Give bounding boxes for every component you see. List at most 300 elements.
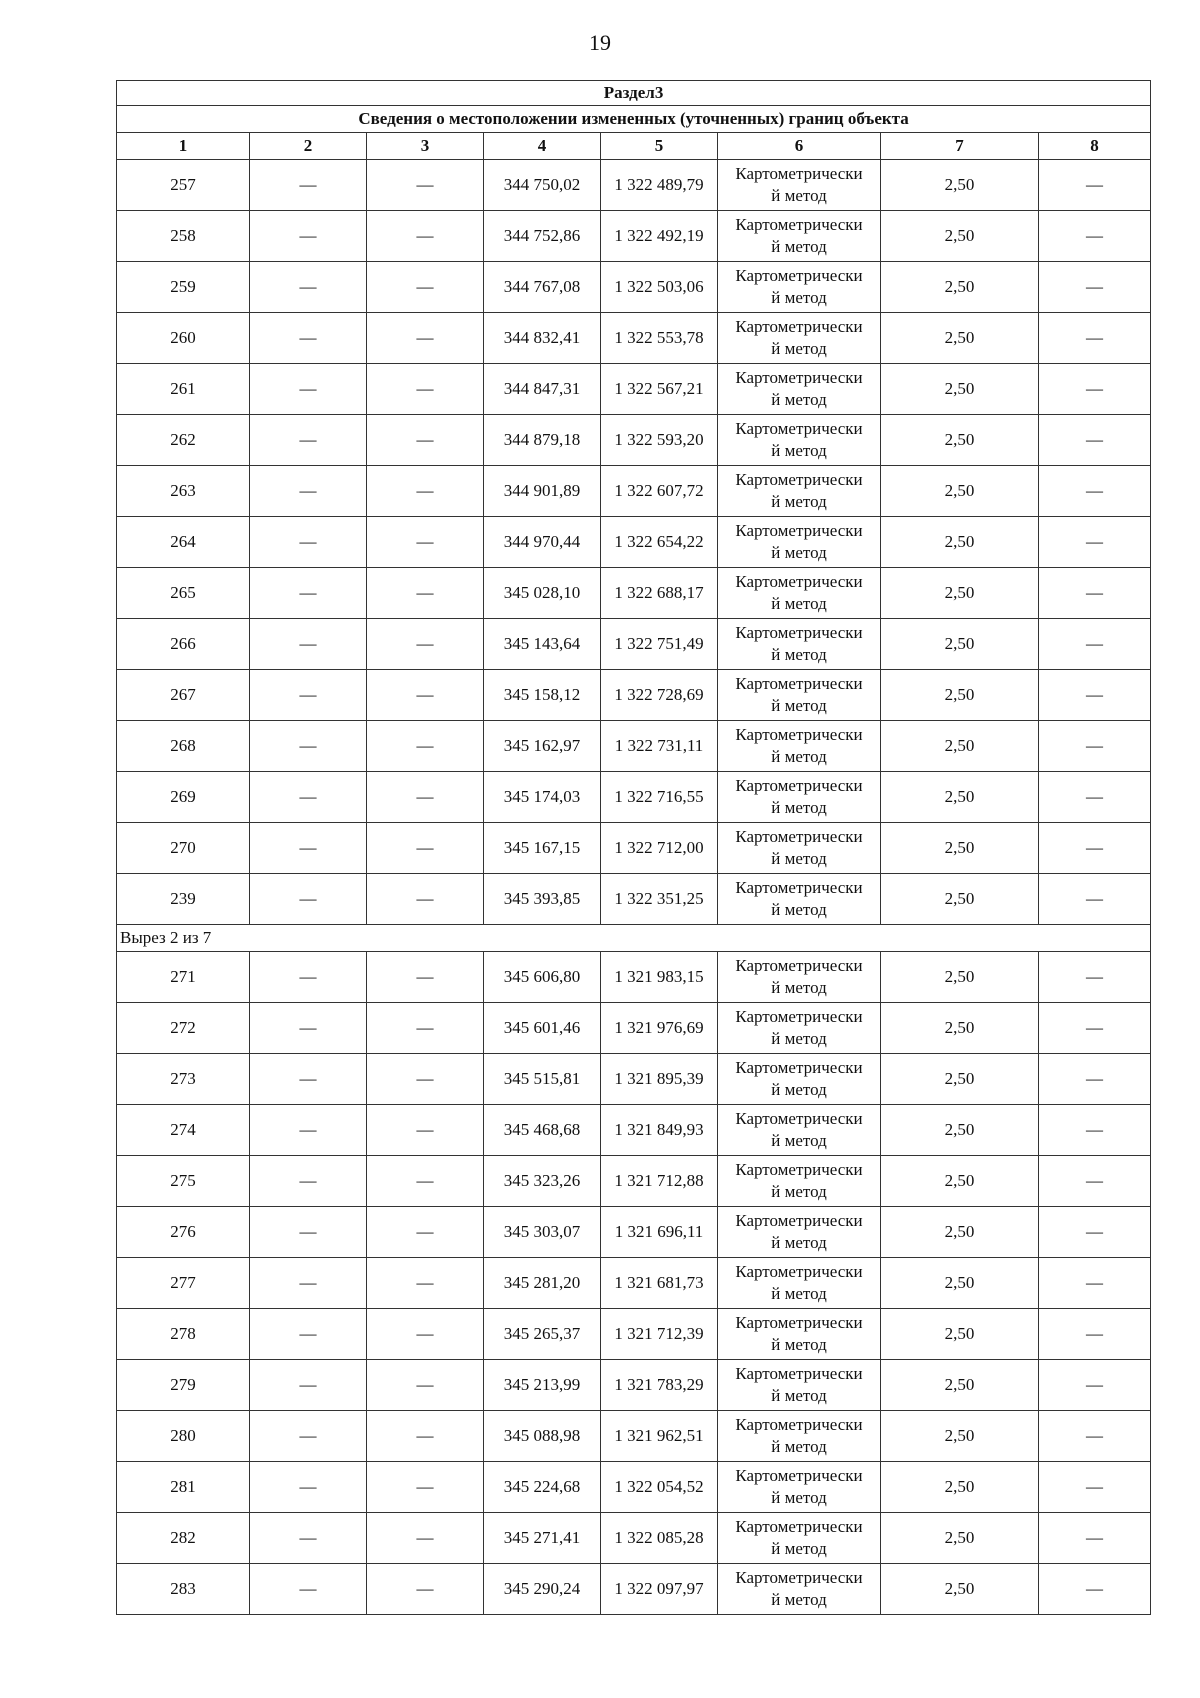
column-header: 8 bbox=[1039, 133, 1151, 160]
table-row bbox=[117, 823, 1151, 874]
x-coordinate-cell: 344 847,31 bbox=[484, 364, 601, 415]
table-row bbox=[117, 952, 1151, 1003]
accuracy-cell: 2,50 bbox=[881, 517, 1039, 568]
x-coordinate-cell: 344 970,44 bbox=[484, 517, 601, 568]
y-coordinate-cell: 1 322 492,19 bbox=[601, 211, 718, 262]
dash-cell: — bbox=[367, 1309, 484, 1360]
dash-cell: — bbox=[1039, 1054, 1151, 1105]
method-cell bbox=[718, 1564, 881, 1615]
method-cell bbox=[718, 313, 881, 364]
dash-cell: — bbox=[367, 160, 484, 211]
method-cell bbox=[718, 1258, 881, 1309]
dash-cell: — bbox=[250, 772, 367, 823]
table-row bbox=[117, 1003, 1151, 1054]
point-number-cell: 239 bbox=[117, 874, 250, 925]
separator-label: Вырез 2 из 7 bbox=[117, 925, 1151, 952]
dash-cell: — bbox=[367, 1054, 484, 1105]
separator-row bbox=[117, 925, 1151, 952]
point-number-cell: 269 bbox=[117, 772, 250, 823]
method-cell bbox=[718, 1411, 881, 1462]
method-line: й метод bbox=[771, 1131, 827, 1150]
method-cell bbox=[718, 415, 881, 466]
method-line: Картометрически bbox=[735, 1160, 863, 1179]
table-row bbox=[117, 517, 1151, 568]
method-cell bbox=[718, 1207, 881, 1258]
x-coordinate-cell: 345 158,12 bbox=[484, 670, 601, 721]
point-number-cell: 275 bbox=[117, 1156, 250, 1207]
table-row bbox=[117, 415, 1151, 466]
column-header: 1 bbox=[117, 133, 250, 160]
method-line: Картометрически bbox=[735, 1313, 863, 1332]
dash-cell: — bbox=[367, 952, 484, 1003]
method-line: й метод bbox=[771, 900, 827, 919]
table-row bbox=[117, 1411, 1151, 1462]
accuracy-cell: 2,50 bbox=[881, 874, 1039, 925]
dash-cell: — bbox=[1039, 823, 1151, 874]
point-number-cell: 277 bbox=[117, 1258, 250, 1309]
dash-cell: — bbox=[1039, 619, 1151, 670]
accuracy-cell: 2,50 bbox=[881, 1258, 1039, 1309]
x-coordinate-cell: 344 879,18 bbox=[484, 415, 601, 466]
dash-cell: — bbox=[250, 211, 367, 262]
point-number-cell: 258 bbox=[117, 211, 250, 262]
table-row bbox=[117, 1105, 1151, 1156]
method-cell bbox=[718, 1054, 881, 1105]
x-coordinate-cell: 345 601,46 bbox=[484, 1003, 601, 1054]
dash-cell: — bbox=[367, 874, 484, 925]
column-header: 2 bbox=[250, 133, 367, 160]
x-coordinate-cell: 345 323,26 bbox=[484, 1156, 601, 1207]
x-coordinate-cell: 345 515,81 bbox=[484, 1054, 601, 1105]
dash-cell: — bbox=[1039, 211, 1151, 262]
point-number-cell: 264 bbox=[117, 517, 250, 568]
dash-cell: — bbox=[1039, 952, 1151, 1003]
dash-cell: — bbox=[1039, 1513, 1151, 1564]
y-coordinate-cell: 1 322 489,79 bbox=[601, 160, 718, 211]
x-coordinate-cell: 345 303,07 bbox=[484, 1207, 601, 1258]
accuracy-cell: 2,50 bbox=[881, 772, 1039, 823]
dash-cell: — bbox=[250, 1054, 367, 1105]
method-line: й метод bbox=[771, 594, 827, 613]
dash-cell: — bbox=[367, 619, 484, 670]
method-line: Картометрически bbox=[735, 419, 863, 438]
method-line: й метод bbox=[771, 1437, 827, 1456]
accuracy-cell: 2,50 bbox=[881, 1156, 1039, 1207]
x-coordinate-cell: 345 606,80 bbox=[484, 952, 601, 1003]
accuracy-cell: 2,50 bbox=[881, 1309, 1039, 1360]
y-coordinate-cell: 1 322 688,17 bbox=[601, 568, 718, 619]
dash-cell: — bbox=[250, 1411, 367, 1462]
y-coordinate-cell: 1 322 751,49 bbox=[601, 619, 718, 670]
dash-cell: — bbox=[250, 568, 367, 619]
table-row bbox=[117, 1564, 1151, 1615]
y-coordinate-cell: 1 322 712,00 bbox=[601, 823, 718, 874]
dash-cell: — bbox=[250, 364, 367, 415]
method-cell bbox=[718, 160, 881, 211]
table-title: Сведения о местоположении измененных (уточненных) границ объекта bbox=[117, 106, 1151, 133]
x-coordinate-cell: 345 088,98 bbox=[484, 1411, 601, 1462]
column-header-row bbox=[117, 133, 1151, 160]
dash-cell: — bbox=[1039, 262, 1151, 313]
dash-cell: — bbox=[367, 721, 484, 772]
y-coordinate-cell: 1 321 849,93 bbox=[601, 1105, 718, 1156]
point-number-cell: 270 bbox=[117, 823, 250, 874]
y-coordinate-cell: 1 321 895,39 bbox=[601, 1054, 718, 1105]
x-coordinate-cell: 345 143,64 bbox=[484, 619, 601, 670]
column-header: 4 bbox=[484, 133, 601, 160]
dash-cell: — bbox=[1039, 874, 1151, 925]
y-coordinate-cell: 1 321 712,39 bbox=[601, 1309, 718, 1360]
accuracy-cell: 2,50 bbox=[881, 1513, 1039, 1564]
table-row bbox=[117, 313, 1151, 364]
method-line: й метод bbox=[771, 441, 827, 460]
accuracy-cell: 2,50 bbox=[881, 160, 1039, 211]
point-number-cell: 257 bbox=[117, 160, 250, 211]
method-cell bbox=[718, 721, 881, 772]
method-cell bbox=[718, 1156, 881, 1207]
dash-cell: — bbox=[367, 1003, 484, 1054]
dash-cell: — bbox=[367, 670, 484, 721]
accuracy-cell: 2,50 bbox=[881, 952, 1039, 1003]
point-number-cell: 280 bbox=[117, 1411, 250, 1462]
method-line: й метод bbox=[771, 1182, 827, 1201]
dash-cell: — bbox=[367, 1513, 484, 1564]
dash-cell: — bbox=[250, 952, 367, 1003]
method-line: й метод bbox=[771, 1386, 827, 1405]
point-number-cell: 271 bbox=[117, 952, 250, 1003]
dash-cell: — bbox=[367, 364, 484, 415]
point-number-cell: 261 bbox=[117, 364, 250, 415]
x-coordinate-cell: 345 224,68 bbox=[484, 1462, 601, 1513]
dash-cell: — bbox=[250, 160, 367, 211]
method-line: й метод bbox=[771, 339, 827, 358]
x-coordinate-cell: 345 174,03 bbox=[484, 772, 601, 823]
dash-cell: — bbox=[250, 1003, 367, 1054]
accuracy-cell: 2,50 bbox=[881, 823, 1039, 874]
table-row bbox=[117, 1462, 1151, 1513]
method-line: й метод bbox=[771, 186, 827, 205]
method-cell bbox=[718, 568, 881, 619]
dash-cell: — bbox=[1039, 772, 1151, 823]
dash-cell: — bbox=[1039, 415, 1151, 466]
point-number-cell: 265 bbox=[117, 568, 250, 619]
dash-cell: — bbox=[1039, 1207, 1151, 1258]
y-coordinate-cell: 1 322 567,21 bbox=[601, 364, 718, 415]
dash-cell: — bbox=[367, 1564, 484, 1615]
table-row bbox=[117, 364, 1151, 415]
point-number-cell: 276 bbox=[117, 1207, 250, 1258]
table-row bbox=[117, 568, 1151, 619]
table-row bbox=[117, 1054, 1151, 1105]
point-number-cell: 260 bbox=[117, 313, 250, 364]
accuracy-cell: 2,50 bbox=[881, 721, 1039, 772]
method-cell bbox=[718, 262, 881, 313]
dash-cell: — bbox=[250, 874, 367, 925]
dash-cell: — bbox=[1039, 1258, 1151, 1309]
dash-cell: — bbox=[1039, 517, 1151, 568]
method-line: й метод bbox=[771, 1233, 827, 1252]
dash-cell: — bbox=[1039, 1411, 1151, 1462]
table-row bbox=[117, 1258, 1151, 1309]
table-row bbox=[117, 670, 1151, 721]
method-line: й метод bbox=[771, 492, 827, 511]
accuracy-cell: 2,50 bbox=[881, 313, 1039, 364]
y-coordinate-cell: 1 321 696,11 bbox=[601, 1207, 718, 1258]
table-body bbox=[117, 160, 1151, 1615]
method-cell bbox=[718, 517, 881, 568]
method-line: Картометрически bbox=[735, 215, 863, 234]
dash-cell: — bbox=[250, 1105, 367, 1156]
dash-cell: — bbox=[1039, 1309, 1151, 1360]
point-number-cell: 282 bbox=[117, 1513, 250, 1564]
method-line: й метод bbox=[771, 747, 827, 766]
method-cell bbox=[718, 1309, 881, 1360]
accuracy-cell: 2,50 bbox=[881, 1207, 1039, 1258]
dash-cell: — bbox=[250, 1462, 367, 1513]
method-cell bbox=[718, 874, 881, 925]
point-number-cell: 272 bbox=[117, 1003, 250, 1054]
y-coordinate-cell: 1 321 983,15 bbox=[601, 952, 718, 1003]
dash-cell: — bbox=[367, 415, 484, 466]
method-cell bbox=[718, 466, 881, 517]
dash-cell: — bbox=[1039, 1156, 1151, 1207]
method-line: Картометрически bbox=[735, 1109, 863, 1128]
accuracy-cell: 2,50 bbox=[881, 1462, 1039, 1513]
y-coordinate-cell: 1 322 728,69 bbox=[601, 670, 718, 721]
dash-cell: — bbox=[1039, 364, 1151, 415]
method-line: й метод bbox=[771, 1488, 827, 1507]
y-coordinate-cell: 1 321 976,69 bbox=[601, 1003, 718, 1054]
method-line: й метод bbox=[771, 1284, 827, 1303]
table-row bbox=[117, 1309, 1151, 1360]
method-line: й метод bbox=[771, 1029, 827, 1048]
column-header: 5 bbox=[601, 133, 718, 160]
method-line: Картометрически bbox=[735, 1262, 863, 1281]
x-coordinate-cell: 345 271,41 bbox=[484, 1513, 601, 1564]
accuracy-cell: 2,50 bbox=[881, 1411, 1039, 1462]
method-cell bbox=[718, 619, 881, 670]
accuracy-cell: 2,50 bbox=[881, 619, 1039, 670]
accuracy-cell: 2,50 bbox=[881, 1054, 1039, 1105]
accuracy-cell: 2,50 bbox=[881, 1360, 1039, 1411]
table-row bbox=[117, 1156, 1151, 1207]
table-row bbox=[117, 262, 1151, 313]
x-coordinate-cell: 345 162,97 bbox=[484, 721, 601, 772]
dash-cell: — bbox=[367, 1207, 484, 1258]
point-number-cell: 268 bbox=[117, 721, 250, 772]
method-line: Картометрически bbox=[735, 1568, 863, 1587]
y-coordinate-cell: 1 322 607,72 bbox=[601, 466, 718, 517]
column-header: 6 bbox=[718, 133, 881, 160]
y-coordinate-cell: 1 322 503,06 bbox=[601, 262, 718, 313]
dash-cell: — bbox=[250, 466, 367, 517]
method-line: й метод bbox=[771, 1335, 827, 1354]
point-number-cell: 274 bbox=[117, 1105, 250, 1156]
y-coordinate-cell: 1 322 553,78 bbox=[601, 313, 718, 364]
method-line: й метод bbox=[771, 798, 827, 817]
table-row bbox=[117, 772, 1151, 823]
accuracy-cell: 2,50 bbox=[881, 670, 1039, 721]
method-line: Картометрически bbox=[735, 1058, 863, 1077]
dash-cell: — bbox=[1039, 1564, 1151, 1615]
accuracy-cell: 2,50 bbox=[881, 364, 1039, 415]
x-coordinate-cell: 345 213,99 bbox=[484, 1360, 601, 1411]
method-cell bbox=[718, 1105, 881, 1156]
y-coordinate-cell: 1 322 654,22 bbox=[601, 517, 718, 568]
method-line: й метод bbox=[771, 645, 827, 664]
column-header: 3 bbox=[367, 133, 484, 160]
table-row bbox=[117, 1513, 1151, 1564]
method-line: Картометрически bbox=[735, 674, 863, 693]
table-row bbox=[117, 619, 1151, 670]
point-number-cell: 262 bbox=[117, 415, 250, 466]
dash-cell: — bbox=[1039, 568, 1151, 619]
method-line: Картометрически bbox=[735, 1415, 863, 1434]
accuracy-cell: 2,50 bbox=[881, 568, 1039, 619]
table-row bbox=[117, 1207, 1151, 1258]
method-line: й метод bbox=[771, 390, 827, 409]
column-header: 7 bbox=[881, 133, 1039, 160]
x-coordinate-cell: 345 393,85 bbox=[484, 874, 601, 925]
method-line: Картометрически bbox=[735, 878, 863, 897]
method-line: й метод bbox=[771, 1590, 827, 1609]
dash-cell: — bbox=[250, 823, 367, 874]
x-coordinate-cell: 345 281,20 bbox=[484, 1258, 601, 1309]
dash-cell: — bbox=[250, 721, 367, 772]
y-coordinate-cell: 1 322 716,55 bbox=[601, 772, 718, 823]
method-cell bbox=[718, 211, 881, 262]
dash-cell: — bbox=[367, 1462, 484, 1513]
point-number-cell: 279 bbox=[117, 1360, 250, 1411]
method-line: Картометрически bbox=[735, 164, 863, 183]
method-cell bbox=[718, 1360, 881, 1411]
dash-cell: — bbox=[250, 1309, 367, 1360]
method-line: Картометрически bbox=[735, 317, 863, 336]
point-number-cell: 267 bbox=[117, 670, 250, 721]
method-line: Картометрически bbox=[735, 266, 863, 285]
dash-cell: — bbox=[1039, 160, 1151, 211]
point-number-cell: 283 bbox=[117, 1564, 250, 1615]
method-cell bbox=[718, 823, 881, 874]
method-line: Картометрически bbox=[735, 623, 863, 642]
dash-cell: — bbox=[367, 823, 484, 874]
y-coordinate-cell: 1 322 731,11 bbox=[601, 721, 718, 772]
method-line: Картометрически bbox=[735, 368, 863, 387]
y-coordinate-cell: 1 322 593,20 bbox=[601, 415, 718, 466]
dash-cell: — bbox=[367, 313, 484, 364]
dash-cell: — bbox=[367, 772, 484, 823]
method-line: Картометрически bbox=[735, 1007, 863, 1026]
dash-cell: — bbox=[367, 1105, 484, 1156]
y-coordinate-cell: 1 321 712,88 bbox=[601, 1156, 718, 1207]
dash-cell: — bbox=[250, 1156, 367, 1207]
x-coordinate-cell: 345 468,68 bbox=[484, 1105, 601, 1156]
method-cell bbox=[718, 1462, 881, 1513]
y-coordinate-cell: 1 321 681,73 bbox=[601, 1258, 718, 1309]
y-coordinate-cell: 1 322 097,97 bbox=[601, 1564, 718, 1615]
table-row bbox=[117, 874, 1151, 925]
method-cell bbox=[718, 952, 881, 1003]
method-cell bbox=[718, 364, 881, 415]
accuracy-cell: 2,50 bbox=[881, 262, 1039, 313]
method-line: Картометрически bbox=[735, 572, 863, 591]
y-coordinate-cell: 1 321 783,29 bbox=[601, 1360, 718, 1411]
dash-cell: — bbox=[250, 1513, 367, 1564]
method-line: й метод bbox=[771, 288, 827, 307]
dash-cell: — bbox=[250, 415, 367, 466]
dash-cell: — bbox=[367, 1360, 484, 1411]
accuracy-cell: 2,50 bbox=[881, 415, 1039, 466]
table-row bbox=[117, 211, 1151, 262]
dash-cell: — bbox=[367, 517, 484, 568]
method-line: й метод bbox=[771, 543, 827, 562]
method-line: Картометрически bbox=[735, 776, 863, 795]
dash-cell: — bbox=[1039, 1462, 1151, 1513]
method-line: Картометрически bbox=[735, 1364, 863, 1383]
dash-cell: — bbox=[250, 670, 367, 721]
point-number-cell: 278 bbox=[117, 1309, 250, 1360]
dash-cell: — bbox=[1039, 313, 1151, 364]
x-coordinate-cell: 344 832,41 bbox=[484, 313, 601, 364]
point-number-cell: 266 bbox=[117, 619, 250, 670]
dash-cell: — bbox=[1039, 466, 1151, 517]
method-cell bbox=[718, 1003, 881, 1054]
dash-cell: — bbox=[1039, 1105, 1151, 1156]
method-cell bbox=[718, 1513, 881, 1564]
method-line: Картометрически bbox=[735, 470, 863, 489]
y-coordinate-cell: 1 322 351,25 bbox=[601, 874, 718, 925]
dash-cell: — bbox=[250, 1207, 367, 1258]
dash-cell: — bbox=[1039, 1003, 1151, 1054]
dash-cell: — bbox=[250, 1258, 367, 1309]
dash-cell: — bbox=[250, 262, 367, 313]
point-number-cell: 281 bbox=[117, 1462, 250, 1513]
method-line: Картометрически bbox=[735, 725, 863, 744]
page-number: 19 bbox=[589, 30, 611, 55]
method-line: Картометрически bbox=[735, 1211, 863, 1230]
x-coordinate-cell: 345 028,10 bbox=[484, 568, 601, 619]
method-line: Картометрически bbox=[735, 827, 863, 846]
dash-cell: — bbox=[250, 1564, 367, 1615]
table-row bbox=[117, 160, 1151, 211]
table-row bbox=[117, 1360, 1151, 1411]
method-line: Картометрически bbox=[735, 1517, 863, 1536]
method-line: й метод bbox=[771, 849, 827, 868]
y-coordinate-cell: 1 322 054,52 bbox=[601, 1462, 718, 1513]
y-coordinate-cell: 1 321 962,51 bbox=[601, 1411, 718, 1462]
x-coordinate-cell: 345 290,24 bbox=[484, 1564, 601, 1615]
accuracy-cell: 2,50 bbox=[881, 466, 1039, 517]
accuracy-cell: 2,50 bbox=[881, 1105, 1039, 1156]
dash-cell: — bbox=[1039, 670, 1151, 721]
method-line: й метод bbox=[771, 978, 827, 997]
x-coordinate-cell: 344 750,02 bbox=[484, 160, 601, 211]
method-line: й метод bbox=[771, 1539, 827, 1558]
boundary-table bbox=[116, 80, 1151, 1615]
x-coordinate-cell: 344 767,08 bbox=[484, 262, 601, 313]
method-cell bbox=[718, 670, 881, 721]
accuracy-cell: 2,50 bbox=[881, 211, 1039, 262]
method-line: Картометрически bbox=[735, 521, 863, 540]
dash-cell: — bbox=[250, 619, 367, 670]
method-line: й метод bbox=[771, 1080, 827, 1099]
dash-cell: — bbox=[250, 313, 367, 364]
accuracy-cell: 2,50 bbox=[881, 1003, 1039, 1054]
dash-cell: — bbox=[367, 1258, 484, 1309]
dash-cell: — bbox=[1039, 721, 1151, 772]
method-line: Картометрически bbox=[735, 956, 863, 975]
dash-cell: — bbox=[250, 517, 367, 568]
